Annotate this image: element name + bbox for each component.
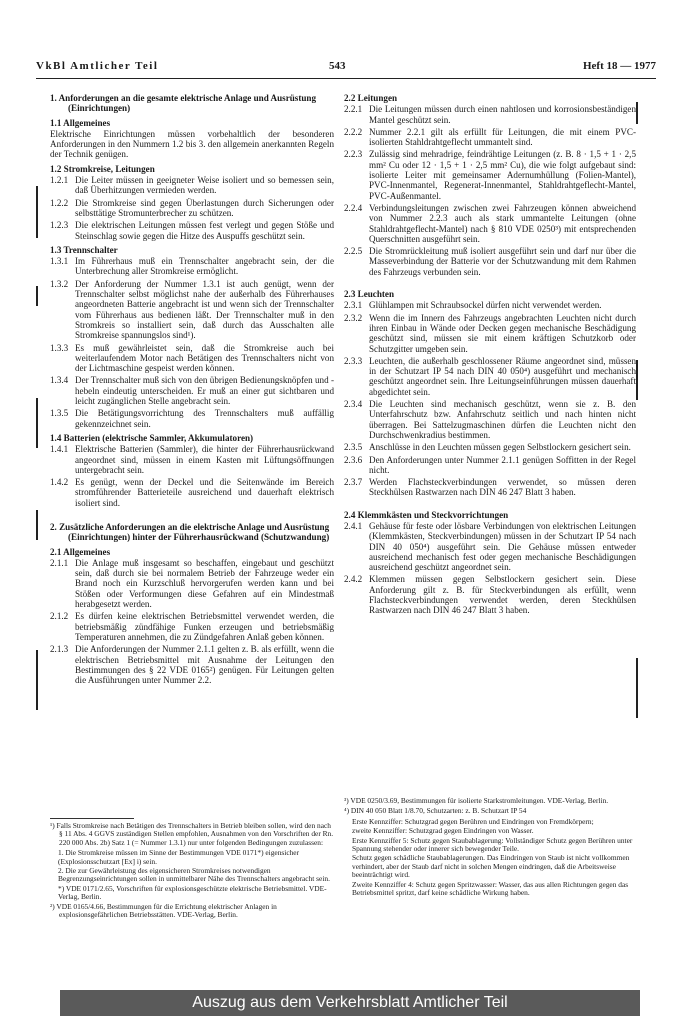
clause-number: 2.3.2 (344, 312, 363, 323)
clause-2-3-4 (344, 399, 636, 440)
clause-number: 2.2.3 (344, 149, 363, 160)
journal-title: VkBl Amtlicher Teil (36, 60, 159, 72)
clause-2-4-2 (344, 574, 636, 615)
clause-1-2-2 (50, 198, 334, 219)
clause-2-1-3 (50, 644, 334, 685)
clause-text: Die Leuchten sind mechanisch geschützt, wenn sie z. B. den Unterfahrschutz bzw. Anfahrschutz seitlich und nach hinten nicht überragen. Bei Sattelzugmaschinen dürfen die Leuchten nicht den Durchschwenkradius bestimmen. (369, 399, 636, 440)
change-bar (36, 510, 38, 540)
section-2-1-title: 2.1 Allgemeines (50, 546, 111, 557)
clause-number: 1.3.1 (50, 256, 69, 267)
clause-2-2-1 (344, 104, 636, 125)
clause-number: 1.4.1 (50, 444, 69, 455)
clause-2-1-2 (50, 611, 334, 642)
clause-number: 1.3.2 (50, 278, 69, 289)
clause-number: 2.1.1 (50, 557, 69, 568)
clause-2-2-3 (344, 149, 636, 200)
footnote-rule (50, 818, 134, 819)
footnote-4-line: zweite Kennziffer: Schutzgrad gegen Eindringen von Wasser. (352, 826, 534, 836)
change-bar (636, 658, 638, 718)
clause-number: 2.4.1 (344, 520, 363, 531)
clause-number: 2.3.6 (344, 454, 363, 465)
footnote-1-sub: *) VDE 0171/2.65, Vorschriften für explosionsgeschützte elektrische Betriebsmittel. VDE-Verlag, Berlin. (58, 883, 327, 902)
clause-number: 2.1.2 (50, 611, 69, 622)
left-column (50, 93, 334, 687)
clause-text: Werden Flachsteckverbindungen verwendet, so müssen deren Steckhülsen Rastwarzen nach DIN 46 247 Blatt 3 haben. (369, 477, 636, 498)
clause-text: Der Anforderung der Nummer 1.3.1 ist auch genügt, wenn der Trennschalter selbst möglichst nahe der außerhalb des Führerhauses angeordneten Batterie angebracht ist und wenn sich der Trennschalter vom Führerhaus aus bedienen läßt. Der Trennschalter muß in den Stromkreis so installiert sein, daß durch das Ausschalten alle Stromkreise spannungslos sind¹). (75, 278, 334, 341)
clause-number: 1.4.2 (50, 477, 69, 488)
clause-text: Klemmen müssen gegen Selbstlockern gesichert sein. Diese Anforderung gilt z. B. für Steckverbindungen als erfüllt, wenn Flachsteckverbindungen verwendet werden, deren Steckhülsen Rastwarzen nach DIN 46 247 Blatt 3 haben. (369, 574, 636, 616)
section-1-4-title: 1.4 Batterien (elektrische Sammler, Akkumulatoren) (50, 432, 254, 443)
page-header (36, 60, 656, 76)
clause-number: 2.2.5 (344, 246, 363, 257)
clause-number: 1.2.1 (50, 175, 69, 186)
clause-number: 1.3.3 (50, 342, 69, 353)
clause-text: Nummer 2.2.1 gilt als erfüllt für Leitungen, die mit einem PVC-isolierten Stahldrahtgeflecht ummantelt sind. (369, 126, 636, 148)
clause-text: Die Stromrückleitung muß isoliert ausgeführt sein und darf nur über die Masseverbindung der Batterie vor der Schutzwandung mit dem Rahmen des Fahrzeugs verbunden sein. (369, 246, 636, 277)
section-2-2-title: 2.2 Leitungen (344, 93, 398, 103)
clause-number: 2.2.4 (344, 202, 363, 213)
section-2-title: 2. Zusätzliche Anforderungen an die elektrische Anlage und Ausrüstung (Einrichtungen) hinter der Führerhausrückwand (Schutzwandung) (50, 521, 330, 543)
clause-text: Es muß gewährleistet sein, daß die Stromkreise auch bei weiterlaufendem Motor nach Betätigen des Trennschalters nicht von der Lichtmaschine gespeist werden können. (75, 342, 334, 374)
page-number: 543 (329, 60, 346, 72)
right-column (344, 93, 636, 618)
clause-number: 2.3.1 (344, 300, 363, 311)
footnote-1: ¹) Falls Stromkreise nach Betätigen des Trennschalters in Betrieb bleiben sollen, wird den nach § 11 Abs. 4 GGVS zuständigen Stellen empfohlen, Ausnahmen von den Vorschriften der Rn. 220 000 Abs. 2b) Satz 1 (= Nummer 1.3.1) nur unter folgenden Bedingungen zuzulassen: (50, 821, 334, 847)
clause-number: 2.2.1 (344, 104, 363, 115)
clause-number: 2.3.5 (344, 442, 363, 453)
section-1-3-title: 1.3 Trennschalter (50, 244, 118, 255)
clause-1-3-3 (50, 343, 334, 374)
clause-text: Die Betätigungsvorrichtung des Trennschalters muß auffällig gekennzeichnet sein. (75, 408, 334, 429)
clause-1-2-3 (50, 220, 334, 241)
footnote-3: ³) VDE 0250/3.69, Bestimmungen für isolierte Starkstromleitungen. VDE-Verlag, Berlin. (344, 796, 609, 805)
change-bar (36, 650, 38, 710)
clause-2-3-3 (344, 356, 636, 397)
footnotes-right (344, 797, 636, 898)
change-bar (636, 360, 638, 400)
section-1-1-title: 1.1 Allgemeines (50, 117, 111, 128)
section-1-title: 1. Anforderungen an die gesamte elektrische Anlage und Ausrüstung (Einrichtungen) (50, 93, 317, 114)
footnote-4-line: Erste Kennziffer: Schutzgrad gegen Berühren und Eindringen von Fremdkörpern; (352, 816, 594, 826)
clause-2-2-2 (344, 127, 636, 148)
clause-text: Die Leiter müssen in geeigneter Weise isoliert und so bemessen sein, daß Überhitzungen vermieden werden. (75, 175, 334, 196)
clause-text: Die Anforderungen der Nummer 2.1.1 gelten z. B. als erfüllt, wenn die elektrischen Betriebsmittel mit Ausnahme der Leitungen den Bestimmungen des § 22 VDE 0165²) genügen. Für Leitungen gelten die Ausführungen unter Nummer 2.2. (75, 644, 334, 686)
clause-number: 1.2.3 (50, 220, 69, 231)
clause-2-2-4 (344, 203, 636, 244)
section-2-3-title: 2.3 Leuchten (344, 289, 395, 300)
clause-text: Wenn die im Innern des Fahrzeugs angebrachten Leuchten nicht durch ihren Einbau in Wände oder Decken gegen mechanische Beschädigung geschützt sind, müssen sie mit einem kräftigen Schutzkorb oder Schutzgitter umgeben sein. (369, 312, 636, 354)
clause-number: 2.3.3 (344, 355, 363, 366)
footnote-1-item-2: 2. Die zur Gewährleistung des eigensicheren Stromkreises notwendigen Begrenzungseinrichtungen sollen in unmittelbarer Nähe des Trennschalters angebracht sein. (58, 866, 330, 884)
clause-2-3-7 (344, 477, 636, 498)
change-bar (636, 102, 638, 124)
footnotes-left (50, 822, 334, 921)
clause-text: Leuchten, die außerhalb geschlossener Räume angeordnet sind, müssen in der Schutzart IP 54 nach DIN 40 050⁴) ausgeführt und mechanisch geschützt angeordnet sein. Ihre Leitungseinführungen müssen dauerhaft abgedichtet sein. (369, 355, 636, 397)
header-rule (36, 78, 656, 79)
clause-text: Den Anforderungen unter Nummer 2.1.1 genügen Soffitten in der Regel nicht. (369, 454, 636, 475)
clause-1-2-1 (50, 175, 334, 196)
clause-number: 2.4.2 (344, 574, 363, 585)
section-1-2-title: 1.2 Stromkreise, Leitungen (50, 163, 155, 174)
change-bar (36, 398, 38, 448)
clause-text: Elektrische Batterien (Sammler), die hinter der Führerhausrückwand angeordnet sind, müssen in einem Kasten mit Lüftungsöffnungen untergebracht sein. (75, 444, 334, 475)
clause-number: 1.3.5 (50, 408, 69, 419)
change-bar (36, 186, 38, 238)
clause-2-1-1 (50, 558, 334, 609)
clause-number: 2.2.2 (344, 126, 363, 137)
clause-number: 2.3.4 (344, 399, 363, 410)
clause-text: Es genügt, wenn der Deckel und die Seitenwände im Bereich stromführender Batterieteile ausreichend und dauerhaft elektrisch isoliert sind. (75, 477, 334, 508)
clause-2-3-2 (344, 313, 636, 354)
clause-text: Anschlüsse in den Leuchten müssen gegen Selbstlockern gesichert sein. (369, 442, 631, 453)
clause-1-4-1 (50, 444, 334, 475)
clause-text: Verbindungsleitungen zwischen zwei Fahrzeugen können abweichend von Nummer 2.2.3 auch als stark ummantelte Leitungen (ohne Stahldrahtgeflecht-Mantel) nach § 810 VDE 0250³) mit entsprechenden Querschnitten ausgeführt sein. (369, 202, 636, 244)
clause-1-3-1 (50, 256, 334, 277)
section-2-4-title: 2.4 Klemmkästen und Steckvorrichtungen (344, 509, 509, 520)
source-banner: Auszug aus dem Verkehrsblatt Amtlicher Teil (60, 990, 640, 1016)
clause-2-3-1 (344, 300, 636, 310)
clause-1-3-4 (50, 375, 334, 406)
footnote-4-line: Erste Kennziffer 5: Schutz gegen Staubablagerung: Vollständiger Schutz gegen Berühren unter Spannung stehender oder innerer sich bewegender Teile. (352, 835, 633, 854)
clause-number: 1.2.2 (50, 197, 69, 208)
change-bar (36, 286, 38, 306)
clause-number: 1.3.4 (50, 375, 69, 386)
section-1-1-text: Elektrische Einrichtungen müssen vorbehaltlich der besonderen Anforderungen in den Nummern 1.2 bis 3. den allgemein anerkannten Regeln der Technik genügen. (50, 128, 334, 160)
clause-text: Die elektrischen Leitungen müssen fest verlegt und gegen Stöße und Steinschlag sowie gegen die Hitze des Auspuffs geschützt sein. (75, 220, 334, 241)
footnote-4-line: Schutz gegen schädliche Staubablagerungen. Das Eindringen von Staub ist nicht vollkommen verhindert, aber der Staub darf nicht in solchen Mengen eindringen, daß die Arbeitsweise beeinträchtigt wird. (352, 853, 630, 880)
clause-text: Die Leitungen müssen durch einen nahtlosen und korrosionsbeständigen Mantel geschützt sein. (369, 104, 636, 125)
clause-text: Der Trennschalter muß sich von den übrigen Bedienungsknöpfen und -hebeln eindeutig unterscheiden. Er muß an einer gut sichtbaren und leicht zugänglichen Stelle angebracht sein. (75, 375, 334, 407)
clause-text: Es dürfen keine elektrischen Betriebsmittel verwendet werden, die betriebsmäßig zündfähige Funken erzeugen und betriebsmäßig Temperaturen annehmen, die zu Zündgefahren Anlaß geben können. (75, 611, 334, 642)
issue-label: Heft 18 — 1977 (582, 60, 656, 72)
clause-text: Gehäuse für feste oder lösbare Verbindungen von elektrischen Leitungen (Klemmkästen, Steckverbindungen) müssen in der Schutzart IP 54 nach DIN 40 050⁴) ausgeführt sein. Die Gehäuse müssen entweder ausreichend mechanisch fest oder gegen mechanische Beschädigungen ausreichend geschützt angeordnet sein. (369, 520, 636, 573)
clause-number: 2.3.7 (344, 477, 363, 488)
clause-number: 2.1.3 (50, 644, 69, 655)
footnote-4-line: Zweite Kennziffer 4: Schutz gegen Spritzwasser: Wasser, das aus allen Richtungen gegen das Betriebsmittel spritzt, darf keine schädliche Wirkung haben. (352, 879, 629, 898)
clause-1-4-2 (50, 477, 334, 508)
clause-2-3-5 (344, 442, 636, 452)
clause-text: Die Anlage muß insgesamt so beschaffen, eingebaut und geschützt sein, daß durch sie bei normalem Betrieb der Fahrzeuge weder ein Brand noch ein Kurzschluß hervorgerufen werden kann und bei Stößen oder Verformungen diese Gefahren auf ein Mindestmaß herabgesetzt werden. (75, 557, 334, 610)
clause-text: Glühlampen mit Schraubsockel dürfen nicht verwendet werden. (369, 300, 602, 311)
footnote-1-item-1: 1. Die Stromkreise müssen im Sinne der Bestimmungen VDE 0171*) eigensicher (Explosionsschutzart [Ex] i) sein. (58, 848, 300, 866)
clause-text: Zulässig sind mehradrige, feindrähtige Leitungen (z. B. 8 · 1,5 + 1 · 2,5 mm² Cu oder 12 · 1,5 + 1 · 2,5 mm² Cu), die wie folgt aufgebaut sind: isolierte Leiter mit gemeinsamer Adernumhüllung (Folien-Mantel), PVC-Innenmantel, Regenerat-Innenmantel, Stahldrahtgeflecht-Mantel, PVC-Außenmantel. (369, 149, 636, 201)
clause-2-3-6 (344, 455, 636, 476)
clause-2-2-5 (344, 246, 636, 277)
clause-text: Die Stromkreise sind gegen Überlastungen durch Sicherungen oder selbsttätige Stromunterbrecher zu schützen. (75, 197, 334, 218)
clause-text: Im Führerhaus muß ein Trennschalter angebracht sein, der die Unterbrechung aller Stromkreise ermöglicht. (75, 256, 334, 277)
footnote-4: ⁴) DIN 40 050 Blatt 1/8.70, Schutzarten: z. B. Schutzart IP 54 (344, 806, 527, 816)
clause-2-4-1 (344, 521, 636, 572)
clause-1-3-5 (50, 408, 334, 429)
footnote-2: ²) VDE 0165/4.66, Bestimmungen für die Errichtung elektrischer Anlagen in explosionsgefährlichen Betriebsstätten. VDE-Verlag, Berlin. (50, 901, 277, 920)
clause-1-3-2 (50, 279, 334, 341)
